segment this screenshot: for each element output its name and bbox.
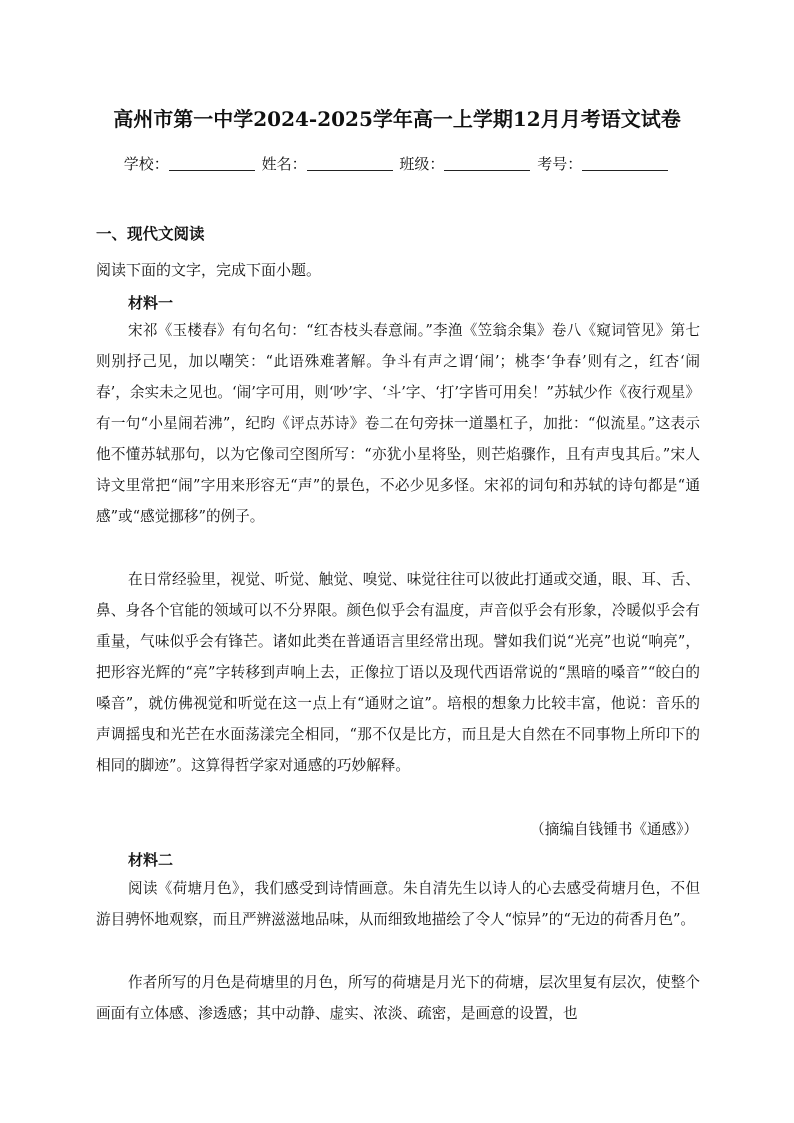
material-one-title: 材料一 <box>128 294 174 312</box>
material-one-paragraph-2: 在日常经验里，视觉、听觉、触觉、嗅觉、味觉往往可以彼此打通或交通，眼、耳、舌、鼻、身各个官能的领域可以不分界限。颜色似乎会有温度，声音似乎会有形象，冷暖似乎会有重量，气味似乎会有锋芒。诸如此类在普通语言里经常出现。譬如我们说“光亮”也说“响亮”，把形容光辉的“亮”字转移到声响上去，正像拉丁语以及现代西语常说的“黑暗的嗓音”“皎白的嗓音”，就仿佛视觉和听觉在这一点上有“通财之谊”。培根的想象力比较丰富，他说：音乐的声调摇曳和光芒在水面荡漾完全相同，“那不仅是比方，而且是大自然在不同事物上所印下的相同的脚迹”。这算得哲学家对通感的巧妙解释。 <box>96 571 700 774</box>
school-label: 学校： <box>123 155 169 173</box>
material-one-source: （摘编自钱锺书《通感》） <box>530 821 698 838</box>
class-label: 班级： <box>399 155 445 173</box>
class-blank[interactable] <box>444 156 530 171</box>
name-blank[interactable] <box>307 156 393 171</box>
material-two-paragraph-1: 阅读《荷塘月色》，我们感受到诗情画意。朱自清先生以诗人的心去感受荷塘月色，不但游目骋怀地观察，而且严辨滋滋地品味，从而细致地描绘了令人“惊异”的“无边的荷香月色”。 <box>96 880 700 928</box>
school-blank[interactable] <box>169 156 255 171</box>
material-two-title: 材料二 <box>128 851 174 869</box>
student-info-line <box>0 153 794 174</box>
exam-number-blank[interactable] <box>582 156 668 171</box>
exam-title: 高州市第一中学2024-2025学年高一上学期12月月考语文试卷 <box>113 107 681 131</box>
name-label: 姓名： <box>261 155 307 173</box>
section-instruction: 阅读下面的文字，完成下面小题。 <box>96 261 322 279</box>
material-one-paragraph-1: 宋祁《玉楼春》有句名句：“红杏枝头春意闹。”李渔《笠翁余集》卷八《窥词管见》第七则别抒己见，加以嘲笑：“此语殊难著解。争斗有声之谓‘闹’；桃李‘争春’则有之，红杏‘闹春’，余实未之见也。‘闹’字可用，则‘吵’字、‘斗’字、‘打’字皆可用矣！”苏轼少作《夜行观星》有一句“小星闹若沸”，纪昀《评点苏诗》卷二在句旁抹一道墨杠子，加批：“似流星。”这表示他不懂苏轼那句，以为它像司空图所写：“亦犹小星将坠，则芒焰骤作，且有声曳其后。”宋人诗文里常把“闹”字用来形容无“声”的景色，不必少见多怪。宋祁的词句和苏轼的诗句都是“通感”或“感觉挪移”的例子。 <box>96 322 700 525</box>
exam-number-label: 考号： <box>537 155 583 173</box>
material-two-paragraph-2: 作者所写的月色是荷塘里的月色，所写的荷塘是月光下的荷塘，层次里复有层次，使整个画面有立体感、渗透感；其中动静、虚实、浓淡、疏密，是画意的设置，也 <box>96 974 700 1022</box>
section-heading: 一、现代文阅读 <box>96 225 205 243</box>
